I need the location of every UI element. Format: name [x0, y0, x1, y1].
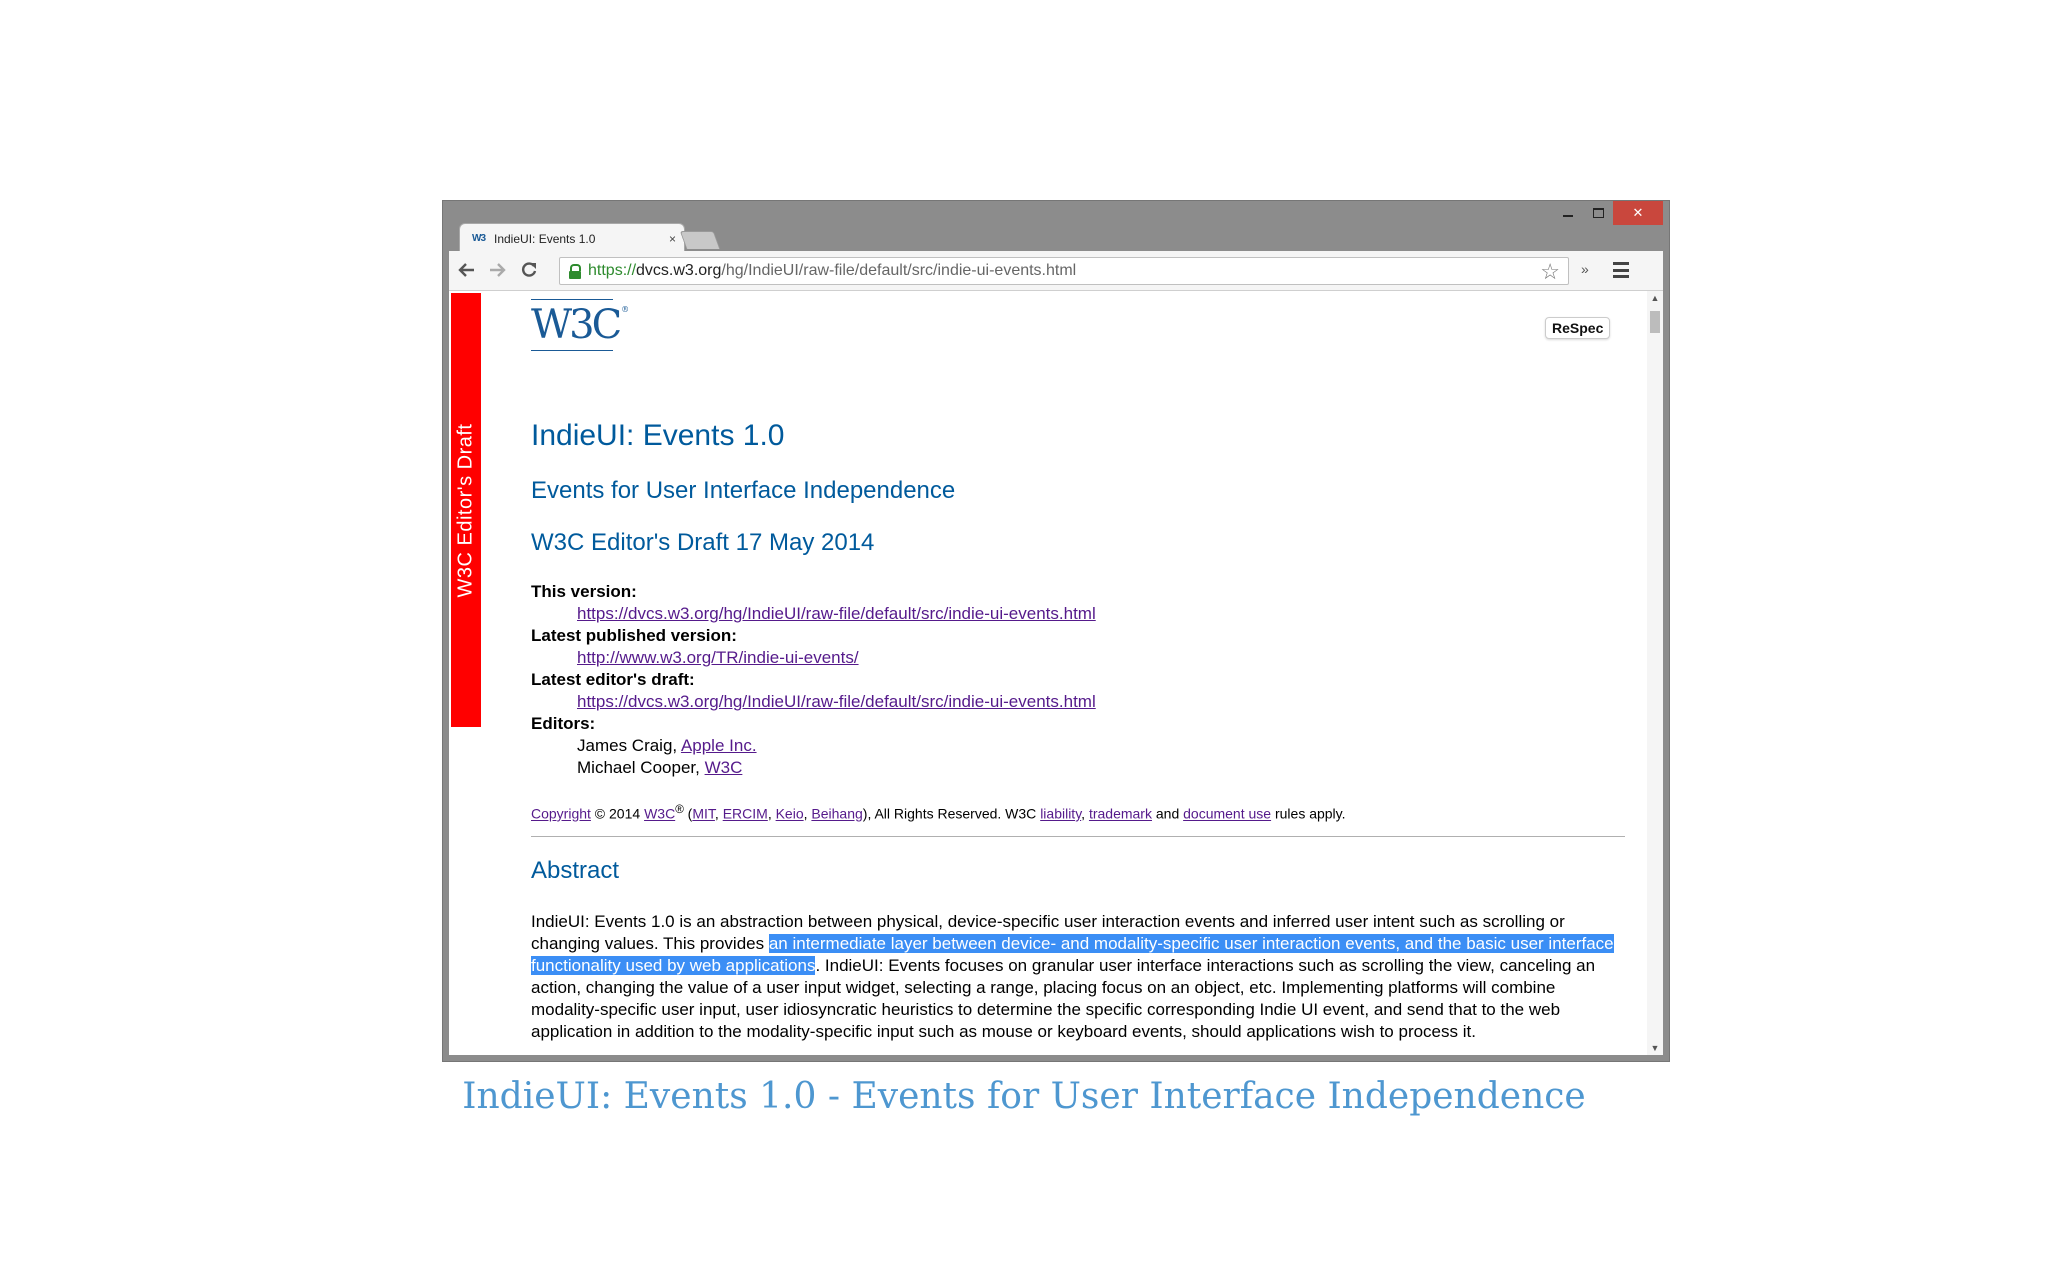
url-path: /hg/IndieUI/raw-file/default/src/indie-ui-events.html: [721, 262, 1077, 279]
reload-icon[interactable]: [517, 259, 541, 281]
w3c-logo-text: W3C: [531, 302, 620, 348]
copyright-text: (: [683, 805, 693, 822]
editor-org-link[interactable]: Apple Inc.: [680, 736, 757, 755]
menu-icon[interactable]: [1613, 262, 1629, 278]
trademark-link[interactable]: trademark: [1088, 805, 1152, 822]
close-icon: ✕: [1632, 205, 1644, 221]
keio-link[interactable]: Keio: [775, 805, 804, 822]
close-tab-icon[interactable]: ×: [668, 231, 676, 246]
tab-title: IndieUI: Events 1.0: [494, 231, 596, 246]
copyright-text: rules apply.: [1271, 805, 1346, 822]
copyright-notice: [531, 803, 1346, 822]
copyright-link[interactable]: Copyright: [531, 805, 591, 822]
editor-entry: [531, 757, 1096, 779]
latest-published-link[interactable]: http://www.w3.org/TR/indie-ui-events/: [577, 648, 859, 667]
browser-tab[interactable]: [459, 223, 685, 253]
beihang-link[interactable]: Beihang: [811, 805, 863, 822]
mit-link[interactable]: MIT: [692, 805, 715, 822]
scroll-thumb[interactable]: [1650, 311, 1660, 333]
slide-caption: IndieUI: Events 1.0 - Events for User Interface Independence: [462, 1076, 1586, 1117]
this-version-label: This version:: [531, 582, 637, 601]
url-host: dvcs.w3.org: [636, 262, 722, 279]
selected-text: an intermediate layer between device- and modality-specific user interaction events, and the basic user interface functionality used by web applications: [531, 934, 1614, 975]
copyright-text: and: [1151, 805, 1184, 822]
w3c-favicon-icon: W3: [472, 233, 485, 244]
editors-label: Editors:: [531, 714, 596, 733]
page-title: IndieUI: Events 1.0: [531, 419, 785, 452]
ercim-link[interactable]: ERCIM: [722, 805, 768, 822]
browser-window: [442, 200, 1670, 1062]
this-version-link[interactable]: https://dvcs.w3.org/hg/IndieUI/raw-file/default/src/indie-ui-events.html: [577, 604, 1096, 623]
w3c-logo[interactable]: [531, 299, 630, 351]
new-tab-button[interactable]: [680, 231, 721, 249]
address-bar[interactable]: [559, 257, 1569, 285]
maximize-icon: [1593, 208, 1604, 218]
url-scheme: https://: [588, 262, 637, 279]
abstract-heading: Abstract: [531, 857, 620, 884]
minimize-icon: [1563, 215, 1573, 217]
liability-link[interactable]: liability: [1040, 805, 1082, 822]
close-window-button[interactable]: [1613, 201, 1663, 225]
lock-icon: [568, 264, 582, 279]
minimize-button[interactable]: [1553, 201, 1583, 225]
window-controls: [1553, 201, 1663, 225]
back-arrow-icon[interactable]: [455, 259, 479, 281]
document-metadata: [531, 581, 1096, 779]
copyright-text: ,: [714, 805, 723, 822]
editor-name: James Craig,: [577, 736, 681, 755]
latest-editor-draft-link[interactable]: https://dvcs.w3.org/hg/IndieUI/raw-file/default/src/indie-ui-events.html: [577, 692, 1096, 711]
scroll-down-icon[interactable]: ▼: [1650, 1043, 1660, 1053]
abstract-text: IndieUI: Events 1.0 is an abstraction between physical, device-specific user interaction events and inferred user intent such as scrolling or changing values. This provides: [531, 912, 1565, 953]
abstract-text: . IndieUI: Events focuses on granular user interface interactions such as scrolling the view, canceling an action, changing the value of a user input widget, selecting a range, placing focus on an object, etc. Implementing platforms will combine modality-specific user input, user idiosyncratic heuristics to determine the specific corresponding Indie UI event, and send that to the web application in addition to the modality-specific input such as mouse or keyboard events, should applications wish to process it.: [531, 956, 1596, 1041]
document-status: W3C Editor's Draft 17 May 2014: [531, 529, 875, 556]
page-viewport: [449, 291, 1663, 1055]
extensions-overflow-button[interactable]: »: [1581, 261, 1589, 277]
copyright-text: ,: [767, 805, 776, 822]
scroll-up-icon[interactable]: ▲: [1650, 293, 1660, 303]
forward-arrow-icon[interactable]: [485, 259, 509, 281]
copyright-text: ,: [803, 805, 812, 822]
w3c-logo-mark: ®: [621, 305, 630, 314]
respec-badge[interactable]: ReSpec: [1545, 317, 1610, 339]
editors-draft-ribbon: [451, 293, 481, 727]
editor-entry: [531, 735, 1096, 757]
ribbon-label: W3C Editor's Draft: [454, 423, 477, 597]
latest-editor-draft-label: Latest editor's draft:: [531, 670, 695, 689]
copyright-text: ), All Rights Reserved. W3C: [862, 805, 1041, 822]
w3c-link[interactable]: W3C: [644, 805, 676, 822]
editor-name: Michael Cooper,: [577, 758, 705, 777]
registered-mark: ®: [675, 803, 684, 816]
latest-published-label: Latest published version:: [531, 626, 737, 645]
abstract-paragraph[interactable]: [531, 911, 1627, 1043]
section-divider: [531, 836, 1625, 837]
copyright-year: © 2014: [590, 805, 645, 822]
browser-toolbar: [449, 251, 1663, 291]
vertical-scrollbar[interactable]: [1647, 291, 1663, 1055]
page-subtitle: Events for User Interface Independence: [531, 477, 956, 504]
editor-org-link[interactable]: W3C: [704, 758, 743, 777]
document-use-link[interactable]: document use: [1183, 805, 1272, 822]
star-icon[interactable]: ☆: [1540, 259, 1560, 284]
maximize-button[interactable]: [1583, 201, 1613, 225]
copyright-text: ,: [1081, 805, 1089, 822]
